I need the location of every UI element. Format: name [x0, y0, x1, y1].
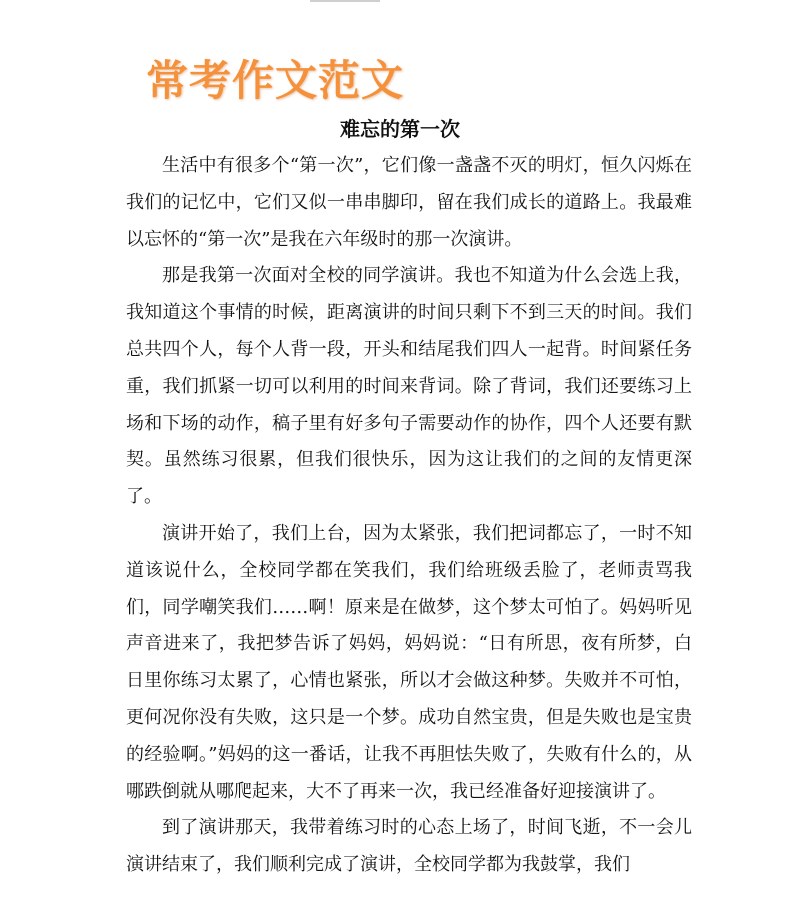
paragraph: 生活中有很多个“第一次”，它们像一盏盏不灭的明灯，恒久闪烁在我们的记忆中，它们又似一串串脚印，留在我们成长的道路上。我最难以忘怀的“第一次”是我在六年级时的那一次演讲。	[126, 155, 692, 250]
paragraph: 那是我第一次面对全校的同学演讲。我也不知道为什么会选上我，我知道这个事情的时候，距离演讲的时间只剩下不到三天的时间。我们总共四个人，每个人背一段，开头和结尾我们四人一起背。时间紧任务重，我们抓紧一切可以利用的时间来背词。除了背词，我们还要练习上场和下场的动作，稿子里有好多句子需要动作的协作，四个人还要有默契。虽然练习很累，但我们很快乐，因为这让我们的之间的友情更深了。	[126, 265, 692, 508]
essay-title: 难忘的第一次	[340, 117, 460, 141]
essay-body	[126, 148, 692, 884]
paragraph: 演讲开始了，我们上台，因为太紧张，我们把词都忘了，一时不知道该说什么，全校同学都在笑我们，我们给班级丢脸了，老师责骂我们，同学嘲笑我们……啊！原来是在做梦，这个梦太可怕了。妈妈听见声音进来了，我把梦告诉了妈妈，妈妈说：“日有所思，夜有所梦，白日里你练习太累了，心情也紧张，所以才会做这种梦。失败并不可怕，更何况你没有失败，这只是一个梦。成功自然宝贵，但是失败也是宝贵的经验啊。”妈妈的这一番话，让我不再胆怯失败了，失败有什么的，从哪跌倒就从哪爬起来，大不了再来一次，我已经准备好迎接演讲了。	[126, 522, 692, 802]
top-divider	[310, 0, 380, 2]
banner-heading: 常考作文范文	[146, 56, 405, 105]
paragraph: 到了演讲那天，我带着练习时的心态上场了，时间飞逝，不一会儿演讲结束了，我们顺利完成了演讲，全校同学都为我鼓掌，我们	[126, 817, 692, 876]
